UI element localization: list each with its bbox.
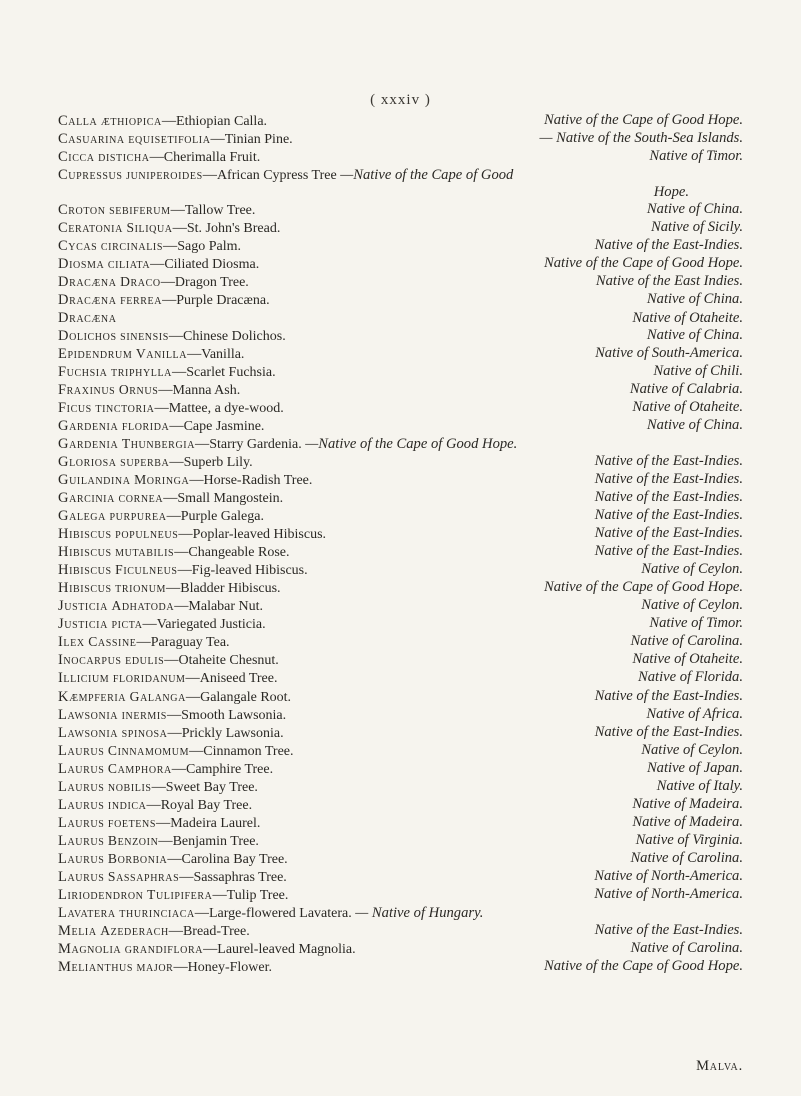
native-region: Native of the Cape of Good Hope. <box>543 958 743 975</box>
plant-entry <box>58 237 743 255</box>
plant-entry <box>58 435 743 453</box>
common-name: Ethiopian Calla. <box>176 114 268 129</box>
species-name: superba <box>120 453 170 469</box>
species-name: major <box>136 959 174 975</box>
genus-name: Cupressus <box>58 167 123 184</box>
plant-entry <box>58 561 743 579</box>
species-name: equisetifolia <box>128 131 211 147</box>
plant-entry <box>58 345 743 363</box>
species-name: circinalis <box>100 238 164 254</box>
genus-name: Gardenia <box>58 435 119 452</box>
species-name: Ornus <box>118 381 159 397</box>
common-name: Manna Ash. <box>172 382 241 398</box>
species-name: Vanilla <box>135 345 188 361</box>
native-region: Native of North-America. <box>594 886 743 903</box>
plant-name: Laurus Camphora—Camphire Tree. <box>58 760 274 777</box>
native-region: Native of the East-Indies. <box>594 470 743 487</box>
native-region: —Native of the Cape of Good <box>340 167 514 184</box>
genus-name: Laurus <box>58 742 105 759</box>
plant-entry <box>58 327 743 345</box>
genus-name: Ficus <box>58 399 92 416</box>
genus-name: Gloriosa <box>58 453 117 470</box>
plant-name: Dracæna ferrea—Purple Dracæna. <box>58 292 270 309</box>
common-name: Bread-Tree. <box>182 924 250 940</box>
species-name: Adhatoda <box>111 598 175 614</box>
plant-entry <box>58 130 743 148</box>
common-name: Tulip Tree. <box>226 888 289 904</box>
native-region: Native of Otaheite. <box>632 309 743 326</box>
native-region: Native of the East-Indies. <box>594 237 743 254</box>
species-name: grandiflora <box>124 941 204 957</box>
plant-entry <box>58 615 743 633</box>
common-name: Scarlet Fuchsia. <box>186 364 276 380</box>
genus-name: Hibiscus <box>58 544 112 561</box>
common-name: Cinnamon Tree. <box>203 743 294 759</box>
plant-name: Casuarina equisetifolia—Tinian Pine. <box>58 131 293 148</box>
common-name: Cape Jasmine. <box>183 418 265 434</box>
genus-name: Cicca <box>58 149 95 166</box>
plant-entry <box>58 796 743 814</box>
plant-entry <box>58 850 743 868</box>
species-name: Camphora <box>107 760 172 776</box>
species-name: tinctoria <box>95 399 155 415</box>
genus-name: Ilex <box>58 634 85 651</box>
plant-name: Cicca disticha—Cherimalla Fruit. <box>58 149 261 166</box>
genus-name: Justicia <box>58 616 108 633</box>
genus-name: Cycas <box>58 238 98 255</box>
plant-name: Garcinia cornea—Small Mangostein. <box>58 489 284 506</box>
common-name: Dragon Tree. <box>174 275 249 291</box>
plant-name: Cupressus juniperoides—African Cypress Tree <box>58 167 337 184</box>
genus-name: Fuchsia <box>58 363 108 380</box>
plant-name: Laurus Benzoin—Benjamin Tree. <box>58 832 259 849</box>
plant-entry <box>58 525 743 543</box>
native-region: Native of Calabria. <box>629 380 743 397</box>
native-region: Native of the East-Indies. <box>594 543 743 560</box>
native-region: Native of the East-Indies. <box>594 723 743 740</box>
plant-entry-continuation <box>58 184 743 201</box>
native-region: Native of South-America. <box>595 344 743 361</box>
plant-entry <box>58 706 743 724</box>
native-region: Native of the Cape of Good Hope. <box>543 579 743 596</box>
genus-name: Gardenia <box>58 417 119 434</box>
plant-entry <box>58 724 743 742</box>
genus-name: Calla <box>58 113 98 129</box>
plant-entry <box>58 760 743 778</box>
native-region: Native of the East-Indies. <box>594 525 743 542</box>
species-name: Tulipifera <box>147 887 213 903</box>
common-name: Variegated Justicia. <box>156 617 266 633</box>
genus-name: Laurus <box>58 868 105 885</box>
plant-entry <box>58 886 743 904</box>
genus-name: Garcinia <box>58 489 115 506</box>
plant-entry <box>58 651 743 669</box>
species-name: Borbonia <box>107 850 168 866</box>
species-name: nobilis <box>107 778 152 794</box>
plant-name: Laurus Cinnamomum—Cinnamon Tree. <box>58 742 294 759</box>
genus-name: Hibiscus <box>58 580 112 597</box>
native-region-continuation: Hope. <box>653 184 689 201</box>
common-name: Sago Palm. <box>177 239 241 255</box>
native-region: Native of Otaheite. <box>632 398 743 415</box>
plant-name: Illicium floridanum—Aniseed Tree. <box>58 670 278 687</box>
native-region: Native of Chili. <box>653 362 743 379</box>
plant-entry <box>58 255 743 273</box>
native-region: Native of the East-Indies. <box>594 922 743 939</box>
genus-name: Croton <box>58 202 106 219</box>
plant-name: Laurus Sassaphras—Sassaphras Tree. <box>58 868 287 885</box>
native-region: Native of Carolina. <box>630 633 743 650</box>
species-name: cornea <box>118 489 164 505</box>
species-name: ciliata <box>107 256 151 272</box>
species-name: Thunbergia <box>121 435 196 451</box>
plant-name: Inocarpus edulis—Otaheite Chesnut. <box>58 652 279 669</box>
species-name: Azederach <box>100 923 169 939</box>
plant-name: Fuchsia triphylla—Scarlet Fuchsia. <box>58 363 276 380</box>
native-region: Native of Otaheite. <box>632 651 743 668</box>
species-name: Draco <box>120 274 161 290</box>
common-name: Malabar Nut. <box>188 599 264 615</box>
plant-name: Liriodendron Tulipifera—Tulip Tree. <box>58 887 289 904</box>
plant-entry <box>58 832 743 850</box>
genus-name: Lavatera <box>58 905 116 922</box>
native-region: Native of Florida. <box>638 669 743 686</box>
plant-name: Ceratonia Siliqua—St. John's Bread. <box>58 220 281 237</box>
native-region: Native of Madeira. <box>632 813 743 830</box>
plant-entry <box>58 669 743 687</box>
species-name: foetens <box>107 814 156 830</box>
species-name: disticha <box>98 149 150 165</box>
plant-entry <box>58 112 743 130</box>
plant-name: Calla æthiopica—Ethiopian Calla. <box>58 113 268 129</box>
plant-name: Hibiscus mutabilis—Changeable Rose. <box>58 544 290 561</box>
common-name: Large-flowered Lavatera. <box>208 906 352 922</box>
common-name: Camphire Tree. <box>185 761 274 777</box>
common-name: Carolina Bay Tree. <box>181 851 288 867</box>
species-name: triphylla <box>111 363 172 379</box>
plant-name: Gloriosa superba—Superb Lily. <box>58 453 253 470</box>
genus-name: Laurus <box>58 760 105 777</box>
genus-name: Laurus <box>58 796 105 813</box>
plant-name: Hibiscus Ficulneus—Fig-leaved Hibiscus. <box>58 562 308 579</box>
native-region: Native of China. <box>646 416 743 433</box>
genus-name: Liriodendron <box>58 887 144 904</box>
common-name: Superb Lily. <box>183 454 253 470</box>
plant-name: Ficus tinctoria—Mattee, a dye-wood. <box>58 399 284 416</box>
species-name: ferrea <box>120 292 163 308</box>
common-name: Aniseed Tree. <box>199 671 278 687</box>
common-name: Starry Gardenia. <box>209 436 302 452</box>
common-name: Otaheite Chesnut. <box>178 653 279 669</box>
species-name: mutabilis <box>115 544 175 560</box>
plant-entry <box>58 363 743 381</box>
plant-name: Cycas circinalis—Sago Palm. <box>58 238 241 255</box>
common-name: Small Mangostein. <box>177 490 284 506</box>
genus-name: Diosma <box>58 256 105 273</box>
plant-name: Kæmpferia Galanga—Galangale Root. <box>58 688 292 705</box>
plant-entry <box>58 579 743 597</box>
native-region: — Native of Hungary. <box>355 905 484 922</box>
genus-name: Inocarpus <box>58 652 122 669</box>
common-name: St. John's Bread. <box>186 221 281 237</box>
plant-name: Lawsonia spinosa—Prickly Lawsonia. <box>58 724 284 741</box>
species-name: inermis <box>121 706 167 722</box>
common-name: Changeable Rose. <box>188 545 290 561</box>
genus-name: Hibiscus <box>58 562 112 579</box>
plant-entry <box>58 633 743 651</box>
plant-name: Gardenia Thunbergia—Starry Gardenia. <box>58 435 302 452</box>
genus-name: Dolichos <box>58 327 117 344</box>
genus-name: Casuarina <box>58 131 125 148</box>
native-region: Native of Madeira. <box>632 795 743 812</box>
plant-entry <box>58 471 743 489</box>
plant-name: Hibiscus populneus—Poplar-leaved Hibiscus. <box>58 526 327 543</box>
plant-entry <box>58 597 743 615</box>
common-name: Horse-Radish Tree. <box>203 472 313 488</box>
species-name: trionum <box>115 580 167 596</box>
plant-name: Melia Azederach—Bread-Tree. <box>58 923 250 940</box>
plant-name: Galega purpurea—Purple Galega. <box>58 508 264 525</box>
plant-name: Lawsonia inermis—Smooth Lawsonia. <box>58 706 287 723</box>
plant-name: Epidendrum Vanilla—Vanilla. <box>58 345 245 362</box>
native-region: Native of China. <box>646 291 743 308</box>
common-name: Smooth Lawsonia. <box>181 707 287 723</box>
common-name: Tinian Pine. <box>224 132 293 148</box>
species-name: sebiferum <box>109 202 171 218</box>
common-name: Sassaphras Tree. <box>193 869 287 885</box>
species-name: Moringa <box>134 471 190 487</box>
plant-entry <box>58 166 743 184</box>
plant-name: Fraxinus Ornus—Manna Ash. <box>58 381 241 398</box>
common-name: Laurel-leaved Magnolia. <box>217 942 356 958</box>
native-region: Native of the Cape of Good Hope. <box>543 255 743 272</box>
common-name: Royal Bay Tree. <box>160 797 253 813</box>
genus-name: Epidendrum <box>58 345 133 362</box>
native-region: Native of Carolina. <box>630 849 743 866</box>
plant-name: Dolichos sinensis—Chinese Dolichos. <box>58 327 286 344</box>
native-region: Native of Carolina. <box>630 940 743 957</box>
genus-name: Ceratonia <box>58 220 123 237</box>
genus-name: Laurus <box>58 778 105 795</box>
native-region: Native of the Cape of Good Hope. <box>543 112 743 128</box>
plant-entry <box>58 688 743 706</box>
native-region: Native of the East-Indies. <box>594 452 743 469</box>
common-name: Tallow Tree. <box>184 203 256 219</box>
native-region: Native of Timor. <box>649 615 743 632</box>
genus-name: Lawsonia <box>58 724 119 741</box>
plant-name: Laurus Borbonia—Carolina Bay Tree. <box>58 850 288 867</box>
plant-list <box>58 112 743 976</box>
plant-entry <box>58 958 743 976</box>
page-number: ( xxxiv ) <box>370 92 431 108</box>
plant-entry <box>58 940 743 958</box>
genus-name: Laurus <box>58 814 105 831</box>
species-name: Benzoin <box>107 832 159 848</box>
genus-name: Dracæna <box>58 292 117 309</box>
plant-entry <box>58 273 743 291</box>
plant-name: Dracæna Draco—Dragon Tree. <box>58 274 249 291</box>
common-name: Vanilla. <box>201 346 245 362</box>
genus-name: Guilandina <box>58 471 131 488</box>
plant-name: Ilex Cassine—Paraguay Tea. <box>58 634 230 651</box>
genus-name: Laurus <box>58 850 105 867</box>
common-name: Chinese Dolichos. <box>183 328 286 344</box>
plant-entry <box>58 453 743 471</box>
common-name: Bladder Hibiscus. <box>180 581 281 597</box>
common-name: Madeira Laurel. <box>170 815 261 831</box>
common-name: Sweet Bay Tree. <box>165 779 258 795</box>
plant-name: Laurus foetens—Madeira Laurel. <box>58 814 261 831</box>
common-name: Paraguay Tea. <box>150 635 230 651</box>
plant-name: Hibiscus trionum—Bladder Hibiscus. <box>58 580 281 597</box>
plant-name: Diosma ciliata—Ciliated Diosma. <box>58 256 260 273</box>
plant-entry <box>58 219 743 237</box>
species-name: floridanum <box>112 670 186 686</box>
species-name: sinensis <box>120 327 169 343</box>
genus-name: Lawsonia <box>58 706 119 723</box>
species-name: æthiopica <box>100 113 162 128</box>
plant-name: Laurus nobilis—Sweet Bay Tree. <box>58 778 258 795</box>
plant-entry <box>58 778 743 796</box>
species-name: Galanga <box>129 688 186 704</box>
plant-name: Justicia picta—Variegated Justicia. <box>58 616 266 633</box>
genus-name: Laurus <box>58 832 105 849</box>
genus-name: Hibiscus <box>58 526 112 543</box>
native-region: Native of Sicily. <box>650 219 743 236</box>
plant-name: Gardenia florida—Cape Jasmine. <box>58 417 265 434</box>
plant-entry <box>58 868 743 886</box>
native-region: Native of China. <box>646 201 743 218</box>
plant-name: Melianthus major—Honey-Flower. <box>58 959 273 976</box>
plant-entry <box>58 742 743 760</box>
common-name: Cherimalla Fruit. <box>163 150 261 166</box>
genus-name: Dracæna <box>58 274 117 291</box>
plant-entry <box>58 814 743 832</box>
native-region: Native of Ceylon. <box>641 561 743 578</box>
native-region: —Native of the Cape of Good Hope. <box>305 435 518 452</box>
genus-name: Melianthus <box>58 959 133 976</box>
plant-name: Magnolia grandiflora—Laurel-leaved Magnolia. <box>58 941 356 958</box>
common-name: Purple Dracæna. <box>176 293 270 309</box>
common-name: Poplar-leaved Hibiscus. <box>192 527 327 543</box>
species-name: purpurea <box>109 508 167 524</box>
common-name: Fig-leaved Hibiscus. <box>191 563 308 579</box>
native-region: Native of Virginia. <box>635 831 743 848</box>
plant-entry <box>58 489 743 507</box>
species-name: thurinciaca <box>119 905 195 921</box>
plant-name: Guilandina Moringa—Horse-Radish Tree. <box>58 471 313 488</box>
native-region: Native of Africa. <box>646 705 743 722</box>
species-name: Ficulneus <box>115 562 178 578</box>
species-name: Cassine <box>88 634 137 650</box>
species-name: edulis <box>125 652 165 668</box>
native-region: Native of Ceylon. <box>641 741 743 758</box>
genus-name: Kæmpferia <box>58 688 127 705</box>
plant-entry <box>58 543 743 561</box>
plant-entry <box>58 381 743 399</box>
genus-name: Melia <box>58 923 97 940</box>
native-region: Native of the East-Indies. <box>594 507 743 524</box>
genus-name: Magnolia <box>58 941 122 958</box>
native-region: Native of the East Indies. <box>595 273 743 290</box>
plant-entry <box>58 201 743 219</box>
species-name: indica <box>107 796 147 812</box>
genus-name: Illicium <box>58 670 110 687</box>
genus-name: Galega <box>58 508 106 525</box>
plant-name: Lavatera thurinciaca—Large-flowered Lavatera. <box>58 905 352 922</box>
species-name: juniperoides <box>126 167 203 183</box>
common-name: Mattee, a dye-wood. <box>168 400 284 416</box>
species-name: Cinnamomum <box>107 742 190 758</box>
common-name: Purple Galega. <box>180 509 264 525</box>
plant-entry <box>58 291 743 309</box>
common-name: Ciliated Diosma. <box>164 257 260 273</box>
native-region: Native of China. <box>646 326 743 343</box>
species-name: florida <box>121 417 170 433</box>
species-name: picta <box>111 616 143 632</box>
plant-entry <box>58 922 743 940</box>
plant-entry <box>58 310 743 327</box>
native-region: — Native of the South-Sea Islands. <box>539 130 743 147</box>
genus-name: Justicia <box>58 598 108 615</box>
common-name: Galangale Root. <box>200 689 292 705</box>
common-name: Prickly Lawsonia. <box>181 725 284 741</box>
genus-name: Dracæna <box>58 309 117 326</box>
native-region: Native of the East-Indies. <box>594 687 743 704</box>
species-name: populneus <box>115 526 179 542</box>
native-region: Native of Italy. <box>656 777 743 794</box>
plant-entry <box>58 399 743 417</box>
plant-name <box>58 310 117 327</box>
plant-name: Laurus indica—Royal Bay Tree. <box>58 796 253 813</box>
native-region: Native of the East-Indies. <box>594 488 743 505</box>
common-name: Honey-Flower. <box>187 960 273 976</box>
plant-entry <box>58 904 743 922</box>
common-name: African Cypress Tree <box>216 168 337 184</box>
native-region: Native of Japan. <box>646 759 743 776</box>
species-name: Siliqua <box>126 220 173 236</box>
species-name: Sassaphras <box>107 868 180 884</box>
common-name: Benjamin Tree. <box>172 833 259 849</box>
plant-name: Justicia Adhatoda—Malabar Nut. <box>58 598 264 615</box>
native-region: Native of Ceylon. <box>641 597 743 614</box>
plant-entry <box>58 507 743 525</box>
plant-entry <box>58 148 743 166</box>
species-name: spinosa <box>121 724 168 740</box>
native-region: Native of Timor. <box>649 148 743 165</box>
plant-entry <box>58 417 743 435</box>
catchword: Malva. <box>696 1058 743 1074</box>
genus-name: Fraxinus <box>58 381 116 398</box>
plant-name: Croton sebiferum—Tallow Tree. <box>58 202 256 219</box>
native-region: Native of North-America. <box>594 867 743 884</box>
